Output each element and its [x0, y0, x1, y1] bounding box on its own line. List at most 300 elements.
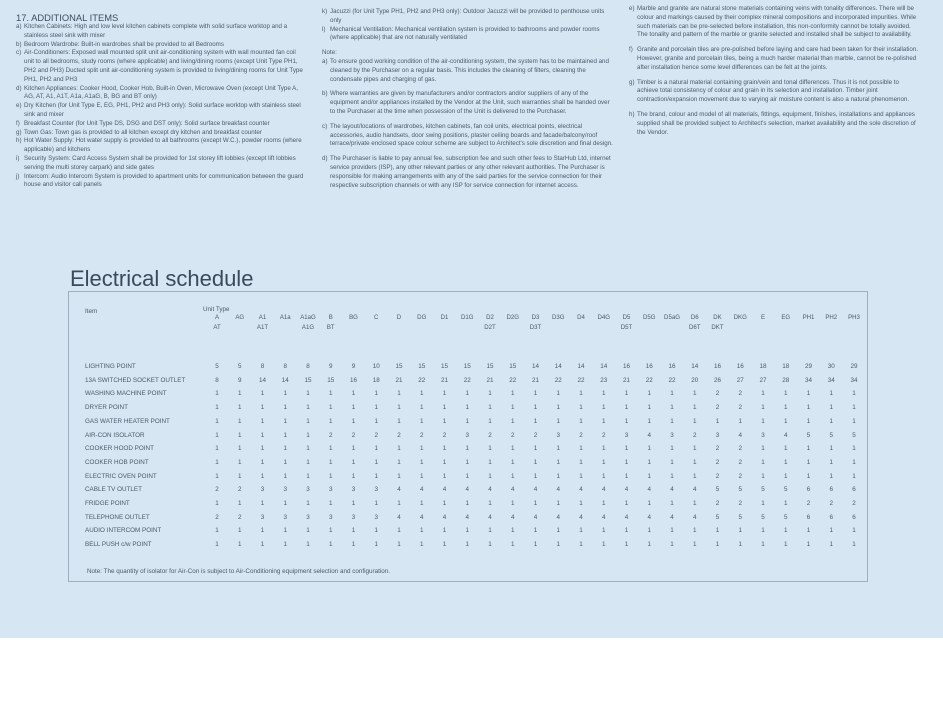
- schedule-cell: 4: [510, 486, 515, 494]
- schedule-cell: 1: [328, 404, 333, 412]
- list-marker: g): [629, 78, 635, 86]
- unit-type-column-header: D: [396, 314, 402, 321]
- list-text: Town Gas: Town gas is provided to all kitchen except dry kitchen and breakfast counter: [24, 128, 262, 136]
- schedule-row-label: ELECTRIC OVEN POINT: [85, 472, 157, 480]
- schedule-cell: 1: [283, 500, 288, 507]
- schedule-cell: 5: [715, 486, 720, 494]
- schedule-cell: 1: [647, 527, 652, 535]
- schedule-cell: 1: [692, 472, 697, 480]
- schedule-cell: 3: [351, 513, 356, 521]
- schedule-footnote: Note: The quantity of isolator for Air-Con is subject to Air-Conditioning equipment selection and configuration.: [87, 568, 391, 575]
- schedule-cell: 2: [806, 500, 811, 507]
- schedule-cell: 1: [374, 404, 379, 412]
- schedule-cell: 1: [556, 541, 561, 549]
- schedule-cell: 1: [260, 472, 265, 480]
- additional-item: [16, 102, 306, 120]
- schedule-cell: 1: [852, 417, 856, 425]
- schedule-cell: 8: [306, 363, 310, 370]
- schedule-cell: 1: [260, 431, 265, 439]
- additional-item: [16, 155, 306, 173]
- schedule-cell: 4: [419, 513, 424, 521]
- list-text: To ensure good working condition of the air-conditioning system, the system has to be maintained and cleaned by the Purchaser on a regular basis. This includes the cleaning of filters, cleaning the condensate pipes and charging of gas.: [330, 57, 609, 83]
- schedule-cell: 3: [715, 431, 720, 439]
- schedule-cell: 1: [647, 500, 652, 507]
- schedule-cell: 1: [601, 472, 606, 480]
- schedule-cell: 2: [738, 458, 743, 466]
- schedule-cell: 1: [783, 417, 788, 425]
- list-marker: b): [16, 40, 22, 48]
- schedule-cell: 4: [442, 513, 447, 521]
- schedule-cell: 1: [442, 500, 447, 507]
- schedule-cell: 1: [647, 472, 652, 480]
- unit-type-column-header: A1aG: [300, 314, 316, 321]
- schedule-cell: 1: [419, 472, 424, 480]
- schedule-cell: 1: [374, 541, 379, 549]
- schedule-cell: 5: [738, 486, 743, 494]
- schedule-cell: 1: [510, 417, 515, 425]
- schedule-cell: 9: [237, 376, 242, 384]
- schedule-row-label: COOKER HOB POINT: [85, 458, 149, 466]
- additional-item: [16, 173, 306, 191]
- schedule-cell: 2: [738, 390, 743, 398]
- schedule-cell: 1: [510, 541, 515, 549]
- additional-item: [16, 23, 306, 41]
- schedule-row-label: AIR-CON ISOLATOR: [85, 431, 145, 439]
- schedule-cell: 1: [397, 445, 401, 453]
- list-marker: f): [16, 119, 20, 127]
- schedule-cell: 4: [738, 431, 743, 439]
- schedule-cell: 1: [215, 527, 219, 535]
- schedule-cell: 1: [442, 458, 447, 466]
- schedule-cell: 8: [260, 363, 265, 370]
- unit-type-column-header: A1a: [279, 314, 291, 321]
- schedule-cell: 16: [349, 376, 358, 384]
- unit-type-column-header: A: [214, 314, 220, 321]
- schedule-cell: 1: [465, 417, 470, 425]
- schedule-cell: 1: [601, 445, 606, 453]
- schedule-cell: 1: [488, 445, 492, 453]
- schedule-cell: 1: [647, 390, 652, 398]
- schedule-cell: 1: [374, 417, 379, 425]
- schedule-cell: 9: [328, 363, 333, 370]
- schedule-cell: 14: [258, 376, 267, 384]
- schedule-cell: 34: [827, 376, 835, 384]
- schedule-cell: 1: [260, 417, 265, 425]
- unit-type-column-header: PH1: [802, 314, 815, 321]
- schedule-cell: 2: [237, 486, 242, 494]
- schedule-cell: 14: [531, 363, 540, 370]
- schedule-cell: 1: [670, 404, 674, 412]
- schedule-cell: 1: [328, 527, 333, 535]
- list-text: Hot Water Supply: Hot water supply is provided to all bathrooms (except W.C.), powder rooms (where applicable) and kitchens: [24, 137, 302, 154]
- schedule-cell: 1: [556, 445, 561, 453]
- list-text: Jacuzzi (for Unit Type PH1, PH2 and PH3 only): Outdoor Jacuzzi will be provided to penthouse units only: [330, 8, 605, 24]
- schedule-cell: 1: [510, 472, 515, 480]
- schedule-cell: 4: [670, 486, 674, 494]
- schedule-cell: 23: [600, 376, 608, 384]
- unit-type-column-header: D4: [577, 314, 585, 321]
- schedule-cell: 1: [601, 404, 606, 412]
- schedule-cell: 4: [647, 486, 652, 494]
- schedule-cell: 1: [556, 500, 561, 507]
- schedule-cell: 1: [488, 417, 492, 425]
- schedule-cell: 1: [533, 390, 538, 398]
- schedule-cell: 4: [601, 513, 606, 521]
- schedule-cell: 1: [488, 541, 492, 549]
- schedule-cell: 1: [419, 390, 424, 398]
- note-item: [322, 58, 614, 84]
- schedule-cell: 1: [283, 541, 288, 549]
- schedule-cell: 2: [351, 431, 356, 439]
- schedule-cell: 3: [328, 486, 333, 494]
- schedule-cell: 4: [533, 486, 538, 494]
- schedule-cell: 1: [533, 527, 538, 535]
- schedule-cell: 1: [419, 417, 424, 425]
- schedule-cell: 1: [465, 472, 470, 480]
- list-marker: c): [16, 49, 22, 57]
- list-text: Breakfast Counter (for Unit Type DS, DSG and DST only): Solid surface breakfast counter: [24, 119, 270, 127]
- schedule-cell: 1: [852, 527, 856, 535]
- schedule-cell: 1: [306, 445, 310, 453]
- schedule-cell: 1: [761, 390, 765, 398]
- schedule-cell: 1: [306, 541, 310, 549]
- schedule-cell: 14: [281, 376, 289, 384]
- schedule-cell: 1: [670, 500, 674, 507]
- schedule-cell: 1: [829, 527, 834, 535]
- schedule-cell: 1: [783, 541, 788, 549]
- schedule-cell: 1: [783, 445, 788, 453]
- schedule-cell: 6: [829, 486, 834, 494]
- schedule-cell: 1: [670, 472, 674, 480]
- schedule-cell: 1: [351, 390, 356, 398]
- schedule-cell: 4: [442, 486, 447, 494]
- schedule-cell: 21: [622, 376, 631, 384]
- schedule-cell: 4: [601, 486, 606, 494]
- schedule-cell: 1: [533, 445, 538, 453]
- list-marker: d): [16, 84, 22, 92]
- list-marker: k): [322, 8, 328, 15]
- schedule-cell: 1: [624, 527, 629, 535]
- unit-type-column-header: D2: [486, 314, 494, 321]
- schedule-cell: 4: [510, 513, 515, 521]
- schedule-cell: 1: [351, 445, 356, 453]
- schedule-cell: 2: [419, 431, 424, 439]
- schedule-cell: 1: [761, 541, 765, 549]
- schedule-cell: 2: [715, 472, 720, 480]
- schedule-cell: 2: [510, 431, 515, 439]
- schedule-cell: 1: [397, 417, 401, 425]
- schedule-cell: 4: [624, 486, 629, 494]
- schedule-cell: 29: [850, 363, 858, 370]
- list-marker: g): [16, 128, 22, 136]
- list-marker: f): [629, 46, 633, 54]
- schedule-cell: 1: [419, 458, 424, 466]
- schedule-cell: 1: [579, 541, 583, 549]
- additional-item: [322, 26, 614, 44]
- schedule-cell: 1: [374, 472, 379, 480]
- schedule-cell: 1: [283, 431, 288, 439]
- schedule-cell: 1: [761, 458, 765, 466]
- unit-type-column-subheader: D6T: [688, 324, 701, 331]
- schedule-cell: 1: [510, 445, 515, 453]
- schedule-cell: 22: [463, 376, 471, 384]
- schedule-cell: 4: [488, 513, 492, 521]
- schedule-cell: 4: [556, 486, 561, 494]
- schedule-cell: 1: [829, 390, 834, 398]
- schedule-cell: 1: [670, 458, 674, 466]
- schedule-cell: 1: [215, 417, 219, 425]
- schedule-cell: 1: [624, 445, 629, 453]
- schedule-cell: 1: [419, 500, 424, 507]
- note-item: [629, 46, 919, 72]
- note-item: [322, 90, 614, 116]
- schedule-cell: 1: [738, 527, 743, 535]
- unit-type-column-subheader: D5T: [620, 324, 633, 331]
- list-marker: e): [16, 102, 22, 110]
- schedule-cell: 1: [397, 472, 401, 480]
- schedule-cell: 1: [215, 404, 219, 412]
- schedule-cell: 1: [783, 458, 788, 466]
- schedule-cell: 15: [440, 363, 449, 370]
- list-marker: h): [16, 137, 22, 145]
- schedule-cell: 1: [488, 458, 492, 466]
- schedule-cell: 1: [579, 445, 583, 453]
- schedule-cell: 4: [624, 513, 629, 521]
- schedule-cell: 1: [806, 445, 811, 453]
- schedule-cell: 6: [852, 486, 856, 494]
- schedule-cell: 1: [647, 445, 652, 453]
- schedule-cell: 16: [713, 363, 722, 370]
- schedule-cell: 1: [829, 417, 834, 425]
- schedule-cell: 1: [852, 541, 856, 549]
- schedule-cell: 1: [601, 390, 606, 398]
- schedule-cell: 1: [761, 445, 765, 453]
- schedule-cell: 1: [283, 390, 288, 398]
- additional-item: [16, 120, 306, 129]
- schedule-cell: 4: [692, 513, 697, 521]
- additional-items-list: [16, 23, 306, 190]
- schedule-cell: 1: [419, 527, 424, 535]
- schedule-cell: 1: [237, 541, 242, 549]
- schedule-cell: 1: [670, 417, 674, 425]
- list-text: Bedroom Wardrobe: Built-in wardrobes shall be provided to all Bedrooms: [24, 40, 224, 48]
- schedule-cell: 1: [351, 417, 356, 425]
- schedule-cell: 1: [647, 417, 652, 425]
- schedule-cell: 27: [736, 376, 744, 384]
- schedule-cell: 1: [806, 417, 811, 425]
- schedule-cell: 1: [397, 390, 401, 398]
- schedule-cell: 1: [829, 404, 834, 412]
- schedule-cell: 15: [486, 363, 494, 370]
- schedule-cell: 1: [556, 527, 561, 535]
- schedule-cell: 15: [304, 376, 312, 384]
- schedule-cell: 1: [579, 527, 583, 535]
- schedule-cell: 1: [761, 500, 765, 507]
- schedule-cell: 1: [328, 417, 333, 425]
- additional-item: [322, 8, 614, 26]
- schedule-cell: 1: [215, 500, 219, 507]
- schedule-cell: 1: [533, 541, 538, 549]
- schedule-cell: 1: [556, 472, 561, 480]
- schedule-cell: 1: [738, 541, 743, 549]
- schedule-cell: 1: [397, 500, 401, 507]
- schedule-cell: 1: [465, 500, 470, 507]
- unit-type-column-header: D3: [531, 314, 540, 321]
- schedule-cell: 1: [442, 541, 447, 549]
- schedule-cell: 4: [579, 486, 583, 494]
- schedule-cell: 4: [647, 431, 652, 439]
- list-text: Where warranties are given by manufacturers and/or contractors and/or suppliers of any of the equipment and/or appliances installed by the Vendor at the Unit, such warranties shall be handed over to the Purchaser at the time when possession of the Unit is delivered to the Purchaser.: [330, 90, 610, 115]
- schedule-cell: 1: [465, 541, 470, 549]
- note-item: [322, 155, 614, 190]
- schedule-cell: 1: [306, 431, 310, 439]
- schedule-cell: 2: [533, 431, 538, 439]
- list-text: The Purchaser is liable to pay annual fee, subscription fee and such other fees to StarHub Ltd, internet service providers (ISP), any other relevant parties or any other relevant authorities. The Purchaser is responsible for making arrangements with any of the said parties for the service connection for their respective subscription channels or with any ISP for service connection for internet access.: [330, 155, 611, 189]
- unit-type-column-header: D1G: [460, 314, 474, 321]
- schedule-cell: 1: [761, 404, 765, 412]
- schedule-cell: 1: [533, 404, 538, 412]
- schedule-cell: 5: [852, 431, 856, 439]
- schedule-cell: 1: [852, 404, 856, 412]
- schedule-cell: 1: [624, 541, 629, 549]
- schedule-cell: 6: [829, 513, 834, 521]
- list-text: Timber is a natural material containing grain/vein and tonal differences. Thus it is not possible to achieve total consistency of colour and grain in its selection and installation. Timber joint contraction/expansion movement due to varying air moisture content is also a natural phenomenon.: [637, 78, 910, 104]
- schedule-cell: 1: [488, 527, 492, 535]
- schedule-cell: 1: [510, 527, 515, 535]
- schedule-cell: 1: [510, 500, 515, 507]
- additional-item: [16, 49, 306, 84]
- schedule-cell: 1: [692, 500, 697, 507]
- schedule-cell: 1: [215, 390, 219, 398]
- unit-type-column-header: PH3: [848, 314, 860, 321]
- schedule-cell: 1: [783, 527, 788, 535]
- schedule-cell: 22: [645, 376, 653, 384]
- schedule-cell: 1: [692, 417, 697, 425]
- schedule-cell: 2: [488, 431, 492, 439]
- schedule-cell: 4: [692, 486, 697, 494]
- schedule-cell: 34: [804, 376, 813, 384]
- additional-items-continued: [322, 8, 614, 43]
- schedule-cell: 1: [215, 541, 219, 549]
- schedule-cell: 5: [806, 431, 811, 439]
- schedule-cell: 1: [601, 458, 606, 466]
- schedule-cell: 2: [738, 404, 743, 412]
- electrical-schedule-table: [68, 291, 868, 582]
- schedule-cell: 2: [442, 431, 447, 439]
- schedule-cell: 4: [465, 513, 470, 521]
- unit-type-column-header: B: [328, 314, 333, 321]
- schedule-cell: 14: [600, 363, 608, 370]
- schedule-cell: 2: [715, 458, 720, 466]
- list-text: The brand, colour and model of all materials, fittings, equipment, finishes, installations and appliances supplied shall be provided subject to Architect's selection, market availability and the sole discretion of the Vendor.: [637, 110, 916, 136]
- schedule-row-label: 13A SWITCHED SOCKET OUTLET: [85, 376, 186, 384]
- schedule-cell: 1: [647, 541, 652, 549]
- schedule-cell: 29: [804, 363, 813, 370]
- schedule-cell: 1: [397, 458, 401, 466]
- schedule-cell: 1: [624, 417, 629, 425]
- schedule-cell: 22: [554, 376, 562, 384]
- schedule-cell: 8: [283, 363, 288, 370]
- schedule-cell: 3: [624, 431, 629, 439]
- list-marker: e): [629, 5, 635, 12]
- list-marker: b): [322, 90, 328, 98]
- schedule-cell: 1: [442, 390, 447, 398]
- schedule-cell: 22: [418, 376, 426, 384]
- schedule-cell: 16: [645, 363, 653, 370]
- schedule-cell: 1: [852, 458, 856, 466]
- schedule-cell: 1: [283, 445, 288, 453]
- list-marker: a): [322, 57, 328, 65]
- schedule-cell: 1: [374, 390, 379, 398]
- schedule-cell: 1: [533, 500, 538, 507]
- schedule-cell: 1: [328, 445, 333, 453]
- unit-type-column-header: D5G: [642, 314, 656, 321]
- schedule-cell: 21: [395, 376, 403, 384]
- schedule-cell: 28: [782, 376, 790, 384]
- schedule-cell: 18: [759, 363, 767, 370]
- schedule-cell: 1: [579, 404, 583, 412]
- schedule-cell: 1: [306, 527, 310, 535]
- schedule-cell: 1: [237, 404, 242, 412]
- schedule-cell: 5: [783, 513, 788, 521]
- schedule-cell: 4: [419, 486, 424, 494]
- list-marker: c): [322, 122, 328, 130]
- schedule-row-label: AUDIO INTERCOM POINT: [85, 527, 162, 535]
- schedule-cell: 4: [647, 513, 652, 521]
- schedule-cell: 1: [783, 404, 788, 412]
- schedule-cell: 3: [328, 513, 333, 521]
- schedule-cell: 1: [374, 500, 379, 507]
- schedule-cell: 1: [465, 445, 470, 453]
- unit-type-column-subheader: A1G: [301, 324, 315, 331]
- item-column-header: Item: [85, 308, 98, 315]
- unit-type-column-header: BG: [349, 314, 358, 321]
- unit-type-column-header: E: [760, 314, 766, 321]
- note-heading: Note:: [322, 49, 337, 57]
- schedule-row-label: WASHING MACHINE POINT: [85, 390, 167, 398]
- schedule-cell: 20: [691, 376, 699, 384]
- unit-type-column-header: DKG: [733, 314, 747, 321]
- schedule-cell: 1: [761, 527, 765, 535]
- schedule-cell: 21: [440, 376, 449, 384]
- schedule-cell: 1: [306, 417, 310, 425]
- schedule-cell: 4: [556, 513, 561, 521]
- note-item: [629, 111, 919, 137]
- unit-type-column-header: D3G: [551, 314, 565, 321]
- schedule-cell: 1: [783, 390, 788, 398]
- schedule-cell: 1: [351, 541, 356, 549]
- schedule-cell: 15: [509, 363, 517, 370]
- schedule-cell: 1: [692, 445, 697, 453]
- schedule-cell: 1: [579, 500, 583, 507]
- schedule-cell: 1: [670, 527, 674, 535]
- list-text: Kitchen Cabinets: High and low level kitchen cabinets complete with solid surface worktop and a stainless steel sink with mixer: [24, 23, 288, 39]
- schedule-cell: 1: [601, 527, 606, 535]
- schedule-cell: 1: [237, 390, 242, 398]
- schedule-cell: 1: [806, 541, 811, 549]
- additional-item: [16, 129, 306, 138]
- schedule-cell: 9: [351, 363, 356, 370]
- unit-type-column-header: AG: [235, 314, 245, 321]
- schedule-cell: 5: [761, 513, 765, 521]
- schedule-cell: 15: [395, 363, 403, 370]
- schedule-cell: 5: [783, 486, 788, 494]
- schedule-cell: 22: [577, 376, 585, 384]
- schedule-cell: 1: [306, 500, 310, 507]
- schedule-cell: 1: [510, 404, 515, 412]
- schedule-cell: 1: [601, 500, 606, 507]
- unit-type-column-header: D4G: [597, 314, 611, 321]
